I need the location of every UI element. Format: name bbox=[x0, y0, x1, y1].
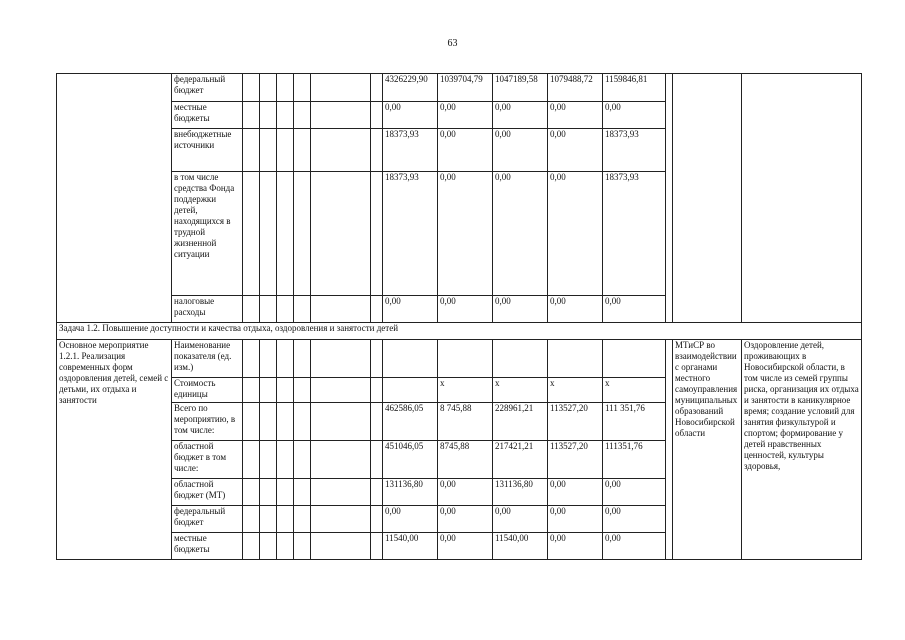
value-cell: 8745,88 bbox=[438, 441, 493, 479]
value-cell: 0,00 bbox=[603, 506, 666, 533]
value-cell: 217421,21 bbox=[493, 441, 548, 479]
value-cell: 18373,93 bbox=[603, 129, 666, 172]
value-cell bbox=[548, 340, 603, 378]
value-cell: 11540,00 bbox=[383, 533, 438, 560]
value-cell: 131136,80 bbox=[383, 479, 438, 506]
program-table bbox=[56, 73, 862, 560]
value-cell: 0,00 bbox=[383, 102, 438, 129]
value-cell: 8 745,88 bbox=[438, 403, 493, 441]
executor: МТиСР во взаимодействии с органами местного самоуправления муниципальных образований Новосибирской области bbox=[673, 340, 742, 560]
value-cell bbox=[383, 378, 438, 403]
table-row bbox=[57, 340, 862, 378]
value-cell: 113527,20 bbox=[548, 441, 603, 479]
value-cell: 0,00 bbox=[438, 506, 493, 533]
value-cell: 0,00 bbox=[493, 102, 548, 129]
value-cell: х bbox=[493, 378, 548, 403]
value-cell: 0,00 bbox=[603, 102, 666, 129]
value-cell: 0,00 bbox=[493, 129, 548, 172]
value-cell bbox=[603, 340, 666, 378]
value-cell: 1079488,72 bbox=[548, 74, 603, 102]
value-cell: 0,00 bbox=[438, 479, 493, 506]
value-cell: 0,00 bbox=[548, 129, 603, 172]
measure-name: Основное мероприятие 1.2.1. Реализация современных форм оздоровления детей, семей с детьми, их отдыха и занятости bbox=[57, 340, 172, 560]
value-cell: 0,00 bbox=[383, 296, 438, 323]
funding-source-label: местные бюджеты bbox=[172, 102, 243, 129]
funding-source-label: федеральный бюджет bbox=[172, 74, 243, 102]
value-cell: 0,00 bbox=[548, 479, 603, 506]
value-cell: 0,00 bbox=[548, 506, 603, 533]
value-cell: 0,00 bbox=[438, 172, 493, 296]
indicator-label: областной бюджет (МТ) bbox=[172, 479, 243, 506]
value-cell: 4326229,90 bbox=[383, 74, 438, 102]
indicator-label: местные бюджеты bbox=[172, 533, 243, 560]
value-cell bbox=[493, 340, 548, 378]
funding-source-label: налоговые расходы bbox=[172, 296, 243, 323]
table-row bbox=[57, 74, 862, 102]
value-cell bbox=[383, 340, 438, 378]
value-cell: 111351,76 bbox=[603, 441, 666, 479]
value-cell: 462586,05 bbox=[383, 403, 438, 441]
value-cell: 0,00 bbox=[548, 533, 603, 560]
value-cell: 0,00 bbox=[603, 479, 666, 506]
indicator-label: федеральный бюджет bbox=[172, 506, 243, 533]
value-cell: 0,00 bbox=[493, 506, 548, 533]
page-number: 63 bbox=[447, 38, 458, 49]
value-cell: 1047189,58 bbox=[493, 74, 548, 102]
value-cell: 0,00 bbox=[603, 533, 666, 560]
value-cell: х bbox=[603, 378, 666, 403]
indicator-label: областной бюджет в том числе: bbox=[172, 441, 243, 479]
value-cell: 18373,93 bbox=[603, 172, 666, 296]
indicator-label: Наименование показателя (ед. изм.) bbox=[172, 340, 243, 378]
value-cell: 18373,93 bbox=[383, 172, 438, 296]
value-cell: 0,00 bbox=[548, 296, 603, 323]
value-cell: 0,00 bbox=[493, 296, 548, 323]
value-cell: 0,00 bbox=[438, 102, 493, 129]
value-cell: 0,00 bbox=[548, 172, 603, 296]
value-cell: 0,00 bbox=[548, 102, 603, 129]
value-cell: 18373,93 bbox=[383, 129, 438, 172]
task-header: Задача 1.2. Повышение доступности и качества отдыха, оздоровления и занятости детей bbox=[57, 323, 862, 340]
indicator-label: Стоимость единицы bbox=[172, 378, 243, 403]
value-cell bbox=[438, 340, 493, 378]
indicator-label: Всего по мероприятию, в том числе: bbox=[172, 403, 243, 441]
value-cell: 1039704,79 bbox=[438, 74, 493, 102]
result-cell bbox=[742, 74, 862, 323]
value-cell: 0,00 bbox=[383, 506, 438, 533]
value-cell: 0,00 bbox=[493, 172, 548, 296]
value-cell: х bbox=[548, 378, 603, 403]
value-cell: 1159846,81 bbox=[603, 74, 666, 102]
measure-name-cell bbox=[57, 74, 172, 323]
value-cell: 0,00 bbox=[603, 296, 666, 323]
value-cell: 451046,05 bbox=[383, 441, 438, 479]
value-cell: 0,00 bbox=[438, 296, 493, 323]
expected-result: Оздоровление детей, проживающих в Новосибирской области, в том числе из семей группы риска, организация их отдыха и занятости в каникулярное время; создание условий для занятия физкультурой и спортом; формирование у детей нравственных ценностей, культуры здоровья, bbox=[742, 340, 862, 560]
value-cell: 131136,80 bbox=[493, 479, 548, 506]
funding-source-label: внебюджетные источники bbox=[172, 129, 243, 172]
value-cell: 113527,20 bbox=[548, 403, 603, 441]
executor-cell bbox=[673, 74, 742, 323]
value-cell: 111 351,76 bbox=[603, 403, 666, 441]
funding-source-label: в том числе средства Фонда поддержки детей, находящихся в трудной жизненной ситуации bbox=[172, 172, 243, 296]
value-cell: 228961,21 bbox=[493, 403, 548, 441]
value-cell: 11540,00 bbox=[493, 533, 548, 560]
value-cell: х bbox=[438, 378, 493, 403]
value-cell: 0,00 bbox=[438, 129, 493, 172]
value-cell: 0,00 bbox=[438, 533, 493, 560]
table-row bbox=[57, 323, 862, 340]
